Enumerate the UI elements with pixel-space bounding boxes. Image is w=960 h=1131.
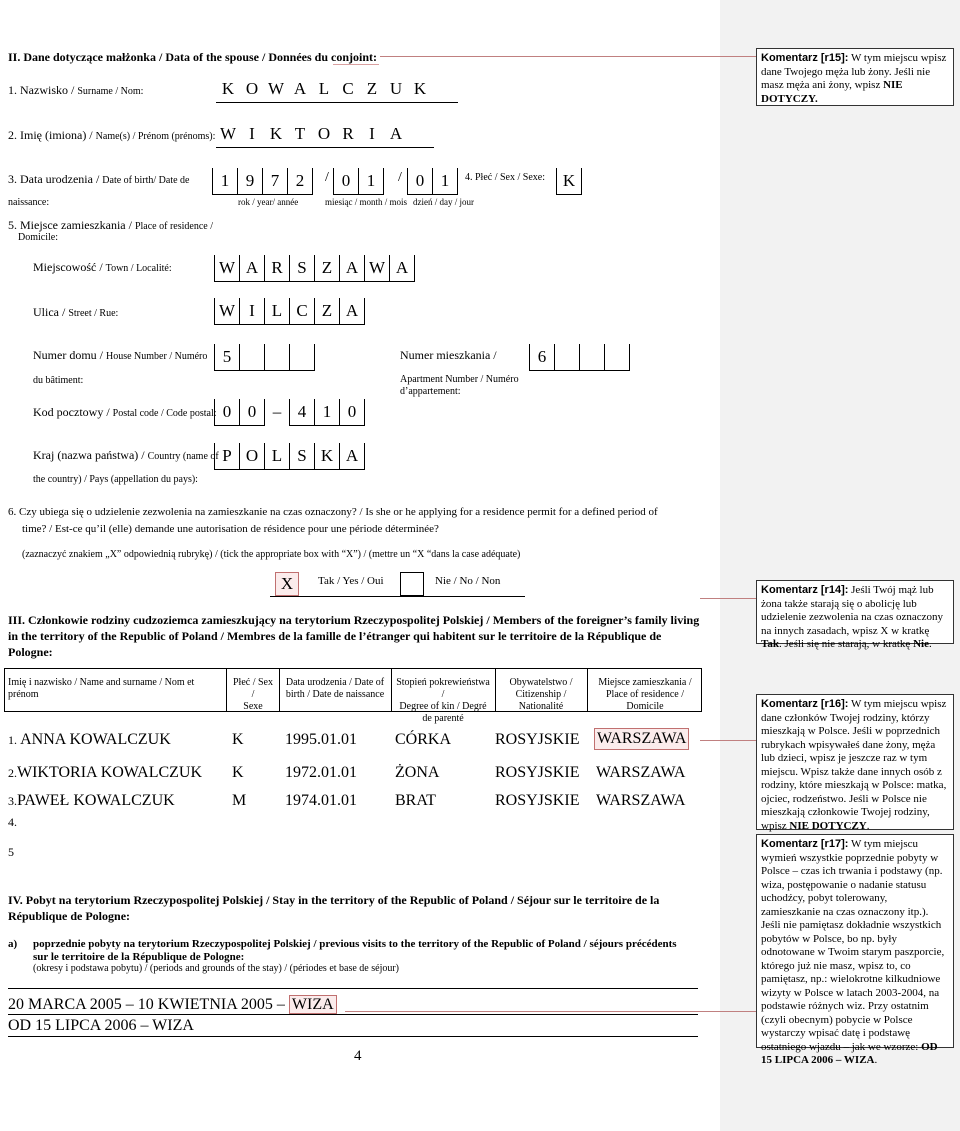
char-cell: W [214, 255, 240, 282]
row-citizenship: ROSYJSKIE [495, 731, 580, 748]
char-cell: 7 [263, 168, 288, 195]
comment-body: . [866, 819, 870, 832]
comment-body: . Jeśli się nie starają, w kratkę [778, 638, 914, 650]
char-cell: A [389, 124, 403, 143]
street-cells[interactable] [214, 298, 365, 325]
char-cell: 0 [333, 168, 359, 195]
header-text: Stopień pokrewieństwa [396, 677, 490, 688]
divider [226, 668, 227, 712]
char-cell: – [272, 402, 282, 421]
comment-r16[interactable] [756, 694, 954, 830]
char-cell: L [265, 443, 290, 470]
comment-title: Komentarz [r14]: [761, 584, 849, 596]
comment-bold: Nie [913, 638, 929, 650]
char-cell: A [390, 255, 415, 282]
dob-label [8, 172, 189, 187]
sex-label: 4. Płeć / Sex / Sexe: [465, 172, 545, 183]
header-text: / [251, 689, 255, 700]
country-cells[interactable] [214, 443, 365, 470]
row-num: 2. [8, 766, 17, 780]
divider [391, 668, 392, 712]
row-kin: CÓRKA [395, 731, 452, 748]
char-cell: 1 [359, 168, 384, 195]
char-cell: 0 [240, 399, 265, 426]
char-cell: O [245, 79, 259, 98]
char-cell: K [413, 79, 427, 98]
dob-day-caption: dzień / day / jour [413, 197, 474, 207]
divider [587, 668, 588, 712]
header-text: Obywatelstwo / [509, 677, 573, 688]
dob-label-pl: 3. Data urodzenia / [8, 172, 100, 186]
given-underline [216, 147, 434, 148]
row-name-text: PAWEŁ KOWALCZUK [17, 792, 175, 809]
apartment-cells[interactable] [529, 344, 630, 371]
postal-label-en: Postal code / Code postal: [112, 408, 217, 419]
char-cell [290, 344, 315, 371]
residence-label-pl: 5. Miejsce zamieszkania / [8, 218, 132, 232]
char-cell [580, 344, 605, 371]
char-cell: 0 [407, 168, 433, 195]
section4-title-line2: République de Pologne: [8, 909, 131, 923]
postal-cells[interactable] [214, 399, 365, 426]
comment-body: Jeśli Twój mąż lub żona także starają się o abolicję lub udzielenie zezwolenia na czas oznaczony na innych zasadach, wpisz X w kratkę [761, 584, 944, 637]
char-cell: A [340, 298, 365, 325]
char-cell: I [240, 298, 265, 325]
row-num: 3. [8, 794, 17, 808]
apartment-label-en: Apartment Number / Numéro [400, 374, 519, 385]
house-cells[interactable] [214, 344, 315, 371]
section3-title-line2: in the territory of the Republic of Poland / Membres de la famille de l’étranger qui habitent sur le territoire de la République de [8, 629, 662, 643]
row-kin: BRAT [395, 792, 436, 809]
country-label [33, 448, 219, 463]
char-cell: O [317, 124, 331, 143]
comment-r14[interactable] [756, 580, 954, 650]
comment-bold: OD 15 LIPCA 2006 – WIZA [761, 1040, 938, 1066]
country-label-cont: the country) / Pays (appellation du pays): [33, 474, 198, 485]
apartment-label-pl: Numer mieszkania / [400, 348, 497, 362]
char-cell: S [290, 255, 315, 282]
highlight-underline [333, 64, 379, 65]
comment-connector [700, 740, 756, 741]
section2-title-text: II. Dane dotyczące małżonka / Data of the spouse / Données du conjoint: [8, 50, 377, 64]
header-text: birth / Date de naissance [285, 689, 385, 700]
char-cell: I [249, 124, 255, 143]
char-cell: A [340, 443, 365, 470]
item-a-line1: poprzednie pobyty na terytorium Rzeczypospolitej Polskiej / previous visits to the territory of the Republic of Poland / séjours précédents [33, 938, 677, 950]
dob-label-cont: naissance: [8, 197, 50, 208]
header-text: Miejsce zamieszkania / [598, 677, 692, 688]
char-cell: K [315, 443, 340, 470]
dob-day-cells[interactable] [407, 168, 458, 195]
row-num: 1. [8, 733, 17, 747]
char-cell: R [265, 255, 290, 282]
comment-title: Komentarz [r15]: [761, 52, 849, 64]
char-cell: W [219, 124, 237, 143]
q6-no-checkbox[interactable] [400, 572, 424, 596]
char-cell: 1 [212, 168, 238, 195]
char-cell [265, 344, 290, 371]
char-cell: 0 [214, 399, 240, 426]
row-kin: ŻONA [395, 764, 440, 781]
row-residence: WARSZAWA [594, 728, 689, 750]
char-cell: K [221, 79, 235, 98]
dob-slash-2: / [398, 170, 402, 185]
char-cell: 1 [315, 399, 340, 426]
sex-cell[interactable] [556, 168, 582, 195]
q6-yes-label: Tak / Yes / Oui [318, 575, 384, 587]
item-a-label: a) [8, 938, 18, 950]
header-text: de parenté [422, 713, 464, 724]
stay-entry-1-text: 20 MARCA 2005 – 10 KWIETNIA 2005 – [8, 996, 285, 1013]
q6-line2: time? / Est-ce qu’il (elle) demande une autorisation de résidence pour une période déterminée? [22, 523, 439, 535]
header-text: Degree of kin / Degré [399, 701, 487, 712]
header-text: Płeć / Sex [233, 677, 273, 688]
row-name [8, 731, 171, 749]
comment-title: Komentarz [r17]: [761, 838, 849, 850]
char-cell: A [240, 255, 265, 282]
comment-r17[interactable] [756, 834, 954, 1066]
stay-entry-2: OD 15 LIPCA 2006 – WIZA [8, 1017, 194, 1034]
stay-entry-1 [8, 996, 337, 1014]
row-sex: K [232, 764, 244, 781]
divider [279, 668, 280, 712]
char-cell: C [342, 79, 354, 98]
comment-bold: NIE DOTYCZY [789, 819, 867, 832]
char-cell: 1 [433, 168, 458, 195]
surname-label-en: Surname / Nom: [77, 86, 144, 97]
row-dob: 1972.01.01 [285, 764, 357, 781]
char-cell: K [269, 124, 283, 143]
row-citizenship: ROSYJSKIE [495, 764, 580, 781]
header-text: Nationalité [518, 701, 564, 712]
section4-title-line1: IV. Pobyt na terytorium Rzeczypospolitej Polskiej / Stay in the territory of the Republic of Poland / Séjour sur le territoire de la [8, 893, 660, 907]
house-label-cont: du bâtiment: [33, 375, 84, 386]
row-name [8, 764, 202, 782]
char-cell: 4 [289, 399, 315, 426]
apartment-label-fr: d’appartement: [400, 386, 461, 397]
header-sex [228, 677, 278, 713]
header-dob [281, 677, 389, 701]
char-cell: Z [315, 298, 340, 325]
row-dob: 1974.01.01 [285, 792, 357, 809]
comment-title: Komentarz [r16]: [761, 698, 849, 710]
header-text: Sexe [243, 701, 263, 712]
street-label-pl: Ulica / [33, 305, 66, 319]
house-label [33, 348, 207, 363]
postal-label-pl: Kod pocztowy / [33, 405, 110, 419]
comment-bold: Tak [761, 638, 779, 650]
char-cell [605, 344, 630, 371]
char-cell: 2 [288, 168, 313, 195]
given-label-pl: 2. Imię (imiona) / [8, 128, 93, 142]
page-number: 4 [354, 1048, 362, 1064]
char-cell: S [290, 443, 315, 470]
town-label [33, 260, 172, 275]
house-label-pl: Numer domu / [33, 348, 103, 362]
town-label-en: Town / Localité: [105, 263, 172, 274]
char-cell: W [267, 79, 285, 98]
residence-label-en: Place of residence / [134, 221, 213, 232]
row-dob: 1995.01.01 [285, 731, 357, 748]
comment-body: W tym miejscu wpisz dane członków Twojej rodziny, którzy mieszkają w Polsce. Jeśli w poprzednich rubrykach wpisywałeś dane żony, męża lub dzieci, wpisz je jeszcze raz w tym miejscu. Wpisz także dane innych osób z rodziny, które mieszkają w Polsce: matka, ojciec, rodzeństwo. Jeśli w Polsce nie mieszkają członkowie Twojej rodziny, wpisz [761, 698, 947, 832]
section3-title-line1: III. Członkowie rodziny cudzoziemca zamieszkujący na terytorium Rzeczypospolitej Polskiej / Members of the foreigner’s family living [8, 613, 700, 627]
char-cell: I [369, 124, 375, 143]
section3-title-line3: Pologne: [8, 645, 53, 659]
header-text: / [441, 689, 445, 700]
char-cell: P [214, 443, 240, 470]
row-num: 4. [8, 815, 17, 829]
section2-title [8, 50, 377, 65]
given-label [8, 128, 215, 143]
surname-label [8, 83, 143, 98]
comment-r15[interactable] [756, 48, 954, 106]
char-cell: W [365, 255, 390, 282]
residence-label-fr: Domicile: [18, 232, 58, 243]
comment-connector [345, 1011, 756, 1012]
row-name [8, 792, 175, 810]
surname-underline [216, 102, 458, 103]
country-label-en: Country (name of [147, 451, 219, 462]
entry-line [8, 1036, 698, 1037]
entry-line [8, 988, 698, 989]
char-cell: L [318, 79, 330, 98]
char-cell: W [214, 298, 240, 325]
comment-body: . [874, 1054, 878, 1066]
char-cell: O [240, 443, 265, 470]
char-cell [240, 344, 265, 371]
char-cell: Z [366, 79, 378, 98]
char-cell: A [293, 79, 307, 98]
q6-note: (zaznaczyć znakiem „X” odpowiednią rubrykę) / (tick the appropriate box with “X”) / (mettre un “X “dans la case adéquate) [22, 549, 521, 560]
dob-label-en: Date of birth/ Date de [102, 175, 190, 186]
char-cell: 0 [340, 399, 365, 426]
given-label-en: Name(s) / Prénom (prénoms): [95, 131, 216, 142]
stay-entry-1-highlight: WIZA [289, 995, 337, 1014]
town-label-pl: Miejscowość / [33, 260, 103, 274]
header-text: Citizenship / [515, 689, 567, 700]
char-cell: A [340, 255, 365, 282]
comment-bold: NIE DOTYCZY. [761, 79, 903, 105]
row-name-text: WIKTORIA KOWALCZUK [17, 764, 203, 781]
dob-month-cells[interactable] [333, 168, 384, 195]
char-cell: 9 [238, 168, 263, 195]
header-name [8, 677, 224, 701]
postal-label [33, 405, 217, 420]
row-num: 5 [8, 845, 14, 859]
char-cell: Z [315, 255, 340, 282]
comment-body: W tym miejscu wymień wszystkie poprzednie pobyty w Polsce – czas ich trwania i podstawy (np. wiza, postępowanie o nadanie statusu uchodźcy, pobyt tolerowany, zamieszkanie na czas oznaczony itp.). Jeśli nie pamiętasz dokładnie wszystkich pobytów w Polsce, bo np. były odnotowane w Twoim starym paszporcie, którego już nie masz, wpisz to, co pamiętasz, np.: wielokrotne kilkudniowe wizyty w Polsce w latach 2003-2004, na podstawie różnych wiz. Przy ostatnim (czyli obecnym) pobycie w Polsce wystarczy wpisać datę i podstawę ostatniego wjazdu – jak we wzorze: [761, 838, 945, 1053]
country-label-pl: Kraj (nazwa państwa) / [33, 448, 145, 462]
q6-yes-checkbox[interactable]: X [275, 572, 299, 596]
comment-body: W tym miejscu wpisz dane Twojego męża lub żony. Jeśli nie masz męża ani żony, wpisz [761, 52, 947, 91]
char-cell: T [294, 124, 306, 143]
char-cell: L [265, 298, 290, 325]
comment-body: . [928, 638, 932, 650]
char-cell: K [556, 168, 582, 195]
residence-label [8, 218, 213, 233]
divider [495, 668, 496, 712]
entry-line [8, 1014, 698, 1015]
given-cells[interactable] [216, 121, 408, 147]
dob-month-caption: miesiąc / month / mois [325, 197, 407, 207]
header-text: Place of residence / [605, 689, 685, 700]
surname-cells[interactable] [216, 76, 432, 102]
row-sex: K [232, 731, 244, 748]
header-kin [393, 677, 493, 725]
dob-year-cells[interactable] [212, 168, 313, 195]
item-a-note: (okresy i podstawa pobytu) / (periods and grounds of the stay) / (périodes et base de séjour) [33, 963, 400, 974]
dob-year-caption: rok / year/ année [238, 197, 299, 207]
q6-underline [270, 596, 525, 597]
row-residence: WARSZAWA [596, 764, 686, 781]
header-residence [589, 677, 701, 713]
row-citizenship: ROSYJSKIE [495, 792, 580, 809]
row-name-text: ANNA KOWALCZUK [20, 731, 171, 748]
char-cell [555, 344, 580, 371]
q6-no-label: Nie / No / Non [435, 575, 501, 587]
surname-label-pl: 1. Nazwisko / [8, 83, 75, 97]
street-label-en: Street / Rue: [68, 308, 119, 319]
char-cell: 6 [529, 344, 555, 371]
town-cells[interactable] [214, 255, 415, 282]
comment-connector [380, 56, 756, 57]
item-a-line2: sur le territoire de la République de Pologne: [33, 951, 245, 963]
header-citizenship [497, 677, 585, 713]
char-cell: 5 [214, 344, 240, 371]
header-text: Domicile [626, 701, 664, 712]
house-label-en: House Number / Numéro [106, 351, 208, 362]
char-cell: R [342, 124, 354, 143]
q6-line1: 6. Czy ubiega się o udzielenie zezwolenia na zamieszkanie na czas oznaczony? / Is she or he applying for a residence permit for a defined period of [8, 506, 658, 518]
char-cell: U [389, 79, 403, 98]
comment-connector [700, 598, 756, 599]
row-sex: M [232, 792, 247, 809]
char-cell: C [290, 298, 315, 325]
header-text: Imię i nazwisko / Name and surname / Nom et prénom [8, 677, 195, 700]
header-text: Data urodzenia / Date of [285, 677, 385, 688]
dob-slash-1: / [325, 170, 329, 185]
street-label [33, 305, 118, 320]
row-residence: WARSZAWA [596, 792, 686, 809]
